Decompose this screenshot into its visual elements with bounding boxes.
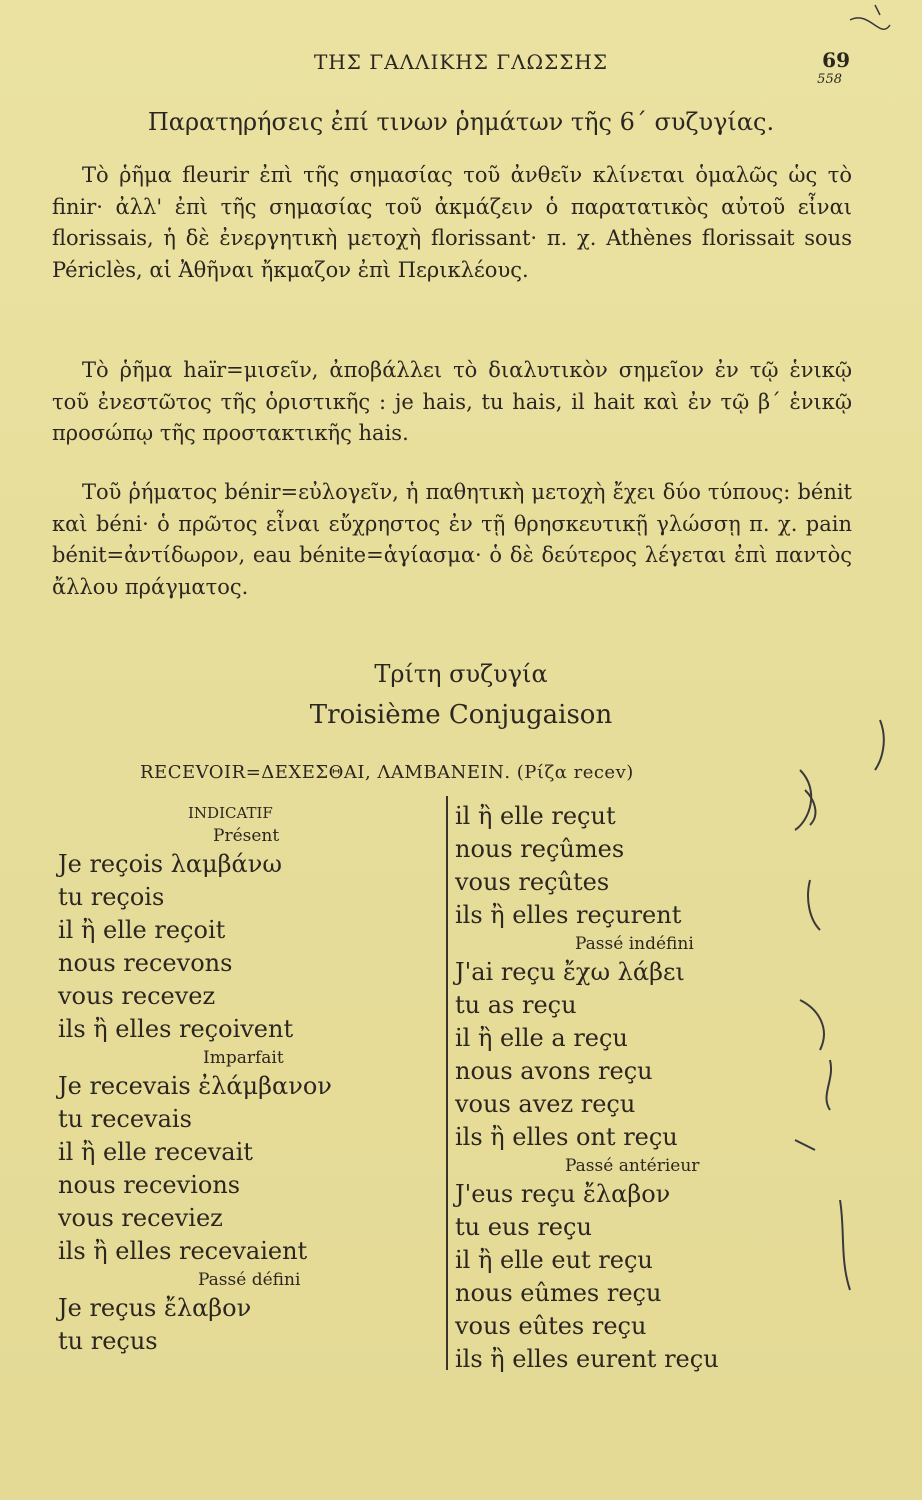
paragraph-benir xyxy=(52,477,852,603)
conjugation-row: tu as reçu xyxy=(455,991,577,1019)
mood-label: INDICATIF xyxy=(188,804,273,822)
conjugation-row: Je recevais ἐλάμβανον xyxy=(58,1072,332,1100)
tense-label-imparfait: Imparfait xyxy=(203,1048,284,1068)
conjugation-row: il ἢ elle recevait xyxy=(58,1138,253,1166)
conjugation-row: vous eûtes reçu xyxy=(455,1312,647,1340)
running-header: ΤΗΣ ΓΑΛΛΙΚΗΣ ΓΛΩΣΣΗΣ xyxy=(313,50,609,74)
paragraph-hair xyxy=(52,355,852,450)
column-divider xyxy=(446,796,448,1370)
conjugation-row: nous eûmes reçu xyxy=(455,1279,662,1307)
conjugation-title-french: Troisième Conjugaison xyxy=(309,700,613,730)
conjugation-row: nous reçûmes xyxy=(455,835,625,863)
conjugation-row: tu recevais xyxy=(58,1105,192,1133)
conjugation-row: Je reçois λαμβάνω xyxy=(58,850,282,878)
conjugation-row: ils ἢ elles eurent reçu xyxy=(455,1345,719,1373)
conjugation-left-column xyxy=(58,802,438,1358)
tense-label-passe-anterieur: Passé antérieur xyxy=(565,1156,700,1176)
page-number-annotation: 558 xyxy=(817,72,842,87)
conjugation-row: J'ai reçu ἔχω λάβει xyxy=(455,958,685,986)
conjugation-row: tu reçois xyxy=(58,883,165,911)
tense-label-passe-indefini: Passé indéfini xyxy=(575,934,694,954)
conjugation-row: ils ἢ elles ont reçu xyxy=(455,1123,678,1151)
conjugation-row: tu eus reçu xyxy=(455,1213,592,1241)
paragraph-text: Τοῦ ῥήματος bénir=εὐλογεῖν, ἡ παθητικὴ μετοχὴ ἔχει δύο τύπους: bénit καὶ béni· ὁ πρῶτος εἶναι εὔχρηστος ἐν τῇ θρησκευτικῇ γλώσσῃ π. χ. pain bénit=ἀντίδωρον, eau bénite=ἁγίασμα· ὁ δὲ δεύτερος λέγεται ἐπὶ παντὸς ἄλλου πράγματος. xyxy=(52,480,852,599)
conjugation-title-greek: Τρίτη συζυγία xyxy=(374,660,548,688)
conjugation-row: il ἢ elle reçoit xyxy=(58,916,226,944)
handwritten-margin-marks xyxy=(780,0,922,1500)
conjugation-row: vous reçûtes xyxy=(455,868,610,896)
conjugation-row: J'eus reçu ἔλαβον xyxy=(455,1180,671,1208)
section-title: Παρατηρήσεις ἐπί τινων ῥημάτων τῆς 6΄ συζυγίας. xyxy=(147,108,775,136)
conjugation-row: vous avez reçu xyxy=(455,1090,636,1118)
paragraph-fleurir xyxy=(52,160,852,286)
conjugation-row: nous recevons xyxy=(58,949,233,977)
paragraph-text: Τὸ ῥῆμα haïr=μισεῖν, ἀποβάλλει τὸ διαλυτικὸν σημεῖον ἐν τῷ ἑνικῷ τοῦ ἐνεστῶτος τῆς ὁριστικῆς : je hais, tu hais, il hait καὶ ἐν τῷ β΄ ἑνικῷ προσώπῳ τῆς προστακτικῆς hais. xyxy=(52,358,852,445)
verb-header: RECEVOIR=ΔΕΧΕΣΘΑΙ, ΛΑΜΒΑΝΕΙΝ. (Ρίζα recev) xyxy=(140,762,634,783)
conjugation-row: il ἢ elle eut reçu xyxy=(455,1246,653,1274)
tense-label-present: Présent xyxy=(213,826,280,846)
conjugation-row: il ἢ elle reçut xyxy=(455,802,616,830)
page-number: 69 xyxy=(822,48,850,72)
conjugation-row: ils ἢ elles reçoivent xyxy=(58,1015,294,1043)
conjugation-row: vous receviez xyxy=(58,1204,223,1232)
conjugation-row: il ἢ elle a reçu xyxy=(455,1024,628,1052)
tense-label-passe-defini: Passé défini xyxy=(198,1270,301,1290)
conjugation-row: ils ἢ elles reçurent xyxy=(455,901,682,929)
conjugation-row: Je reçus ἔλαβον xyxy=(58,1294,252,1322)
conjugation-row: ils ἢ elles recevaient xyxy=(58,1237,308,1265)
conjugation-row: nous avons reçu xyxy=(455,1057,653,1085)
conjugation-row: nous recevions xyxy=(58,1171,241,1199)
conjugation-row: vous recevez xyxy=(58,982,216,1010)
conjugation-row: tu reçus xyxy=(58,1327,158,1355)
paragraph-text: Τὸ ῥῆμα fleurir ἐπὶ τῆς σημασίας τοῦ ἀνθεῖν κλίνεται ὁμαλῶς ὡς τὸ finir· ἀλλ' ἐπὶ τῆς σημασίας τοῦ ἀκμάζειν ὁ παρατατικὸς αὐτοῦ εἶναι florissais, ἡ δὲ ἐνεργητικὴ μετοχὴ florissant· π. χ. Athènes florissait sous Périclès, αἱ Ἀθῆναι ἤκμαζον ἐπὶ Περικλέους. xyxy=(52,163,852,282)
